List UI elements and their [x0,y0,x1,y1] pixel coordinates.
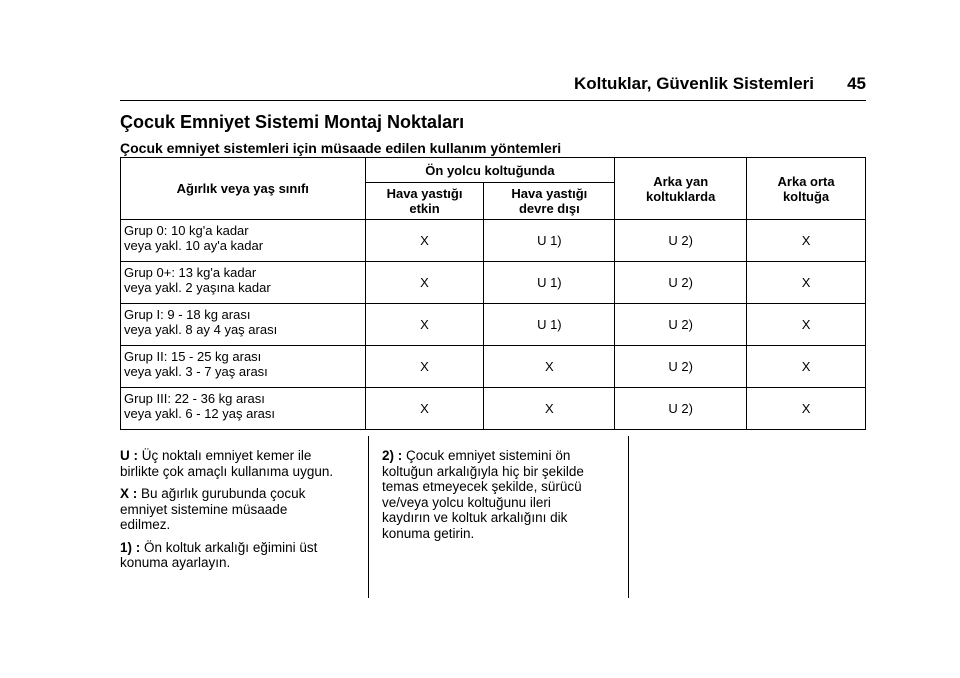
value-cell: X [365,388,484,430]
column-header-airbag-inactive [484,183,615,220]
value-cell: U 2) [615,262,747,304]
note-text: kaydırın ve koltuk arkalığını dik [382,510,568,525]
page-number: 45 [847,74,866,93]
note-2 [382,448,626,541]
note-label: U : [120,448,138,463]
value-cell: U 2) [615,388,747,430]
header-title: Koltuklar, Güvenlik Sistemleri [574,74,814,93]
header-line: Hava yastığı [386,186,463,201]
header-line: koltuğa [782,188,830,204]
group-line: Grup 0: 10 kg'a kadar [124,223,249,238]
group-line: Grup I: 9 - 18 kg arası [124,307,251,322]
group-cell [121,262,366,304]
section-title: Çocuk Emniyet Sistemi Montaj Noktaları [120,112,465,132]
value-cell: X [747,388,866,430]
note-text: Ön koltuk arkalığı eğimini üst [144,539,318,555]
value-cell: X [484,346,615,388]
note-text: birlikte çok amaçlı kullanıma uygun. [120,463,334,479]
group-line: veya yakl. 6 - 12 yaş arası [124,406,276,421]
value-cell: X [747,262,866,304]
note-text: konuma getirin. [382,525,475,541]
header-line: Arka orta [777,173,835,189]
value-cell: U 2) [615,220,747,262]
note-text: Üç noktalı emniyet kemer ile [141,448,312,463]
value-cell: X [365,346,484,388]
column-header-front-seat: Ön yolcu koltuğunda [365,158,615,183]
header-line: Hava yastığı [511,186,588,201]
page-header [120,66,866,101]
note-text: Çocuk emniyet sistemini ön [406,448,571,463]
notes-left-column [120,448,360,578]
value-cell: U 1) [484,220,615,262]
note-text: koltuğun arkalığıyla hiç bir şekilde [382,463,584,479]
value-cell: X [484,388,615,430]
note-text: ve/veya yolcu koltuğunu ileri [382,494,551,510]
column-header-airbag-active [365,183,484,220]
value-cell: U 1) [484,262,615,304]
note-x [120,486,360,533]
note-u [120,448,360,479]
column-header-rear-side [615,158,747,220]
seat-usage-table [120,157,866,430]
group-cell [121,388,366,430]
table-row [121,220,866,262]
column-header-group: Ağırlık veya yaş sınıfı [121,158,366,220]
group-line: veya yakl. 8 ay 4 yaş arası [124,322,278,337]
header-line: Arka yan [653,173,709,189]
note-label: X : [120,486,138,501]
group-line: Grup III: 22 - 36 kg arası [124,391,265,406]
table-row [121,388,866,430]
group-line: Grup 0+: 13 kg'a kadar [124,265,257,280]
value-cell: X [747,346,866,388]
table-row [121,262,866,304]
column-divider [368,436,369,598]
note-text: edilmez. [120,517,171,532]
value-cell: X [365,220,484,262]
group-cell [121,304,366,346]
table-row [121,304,866,346]
header-line: koltuklarda [646,188,716,204]
column-header-rear-center [747,158,866,220]
notes-right-column [382,448,626,548]
note-label: 2) : [382,448,403,463]
table-row [121,346,866,388]
note-text: konuma ayarlayın. [120,555,231,570]
note-1 [120,540,360,571]
group-line: veya yakl. 3 - 7 yaş arası [124,364,268,379]
group-cell [121,346,366,388]
value-cell: X [747,304,866,346]
group-cell [121,220,366,262]
note-text: temas etmeyecek şekilde, sürücü [382,479,582,494]
column-divider [628,436,629,598]
table-title: Çocuk emniyet sistemleri için müsaade edilen kullanım yöntemleri [120,140,562,156]
value-cell: X [365,304,484,346]
group-line: veya yakl. 2 yaşına kadar [124,280,271,295]
header-line: etkin [409,201,440,216]
note-text: emniyet sistemine müsaade [120,501,288,517]
group-line: Grup II: 15 - 25 kg arası [124,349,262,364]
header-line: devre dışı [518,201,580,216]
note-label: 1) : [120,539,141,555]
note-text: Bu ağırlık gurubunda çocuk [141,486,306,501]
value-cell: U 1) [484,304,615,346]
value-cell: X [365,262,484,304]
group-line: veya yakl. 10 ay'a kadar [124,238,264,253]
value-cell: U 2) [615,346,747,388]
value-cell: X [747,220,866,262]
value-cell: U 2) [615,304,747,346]
notes-area [120,436,630,598]
